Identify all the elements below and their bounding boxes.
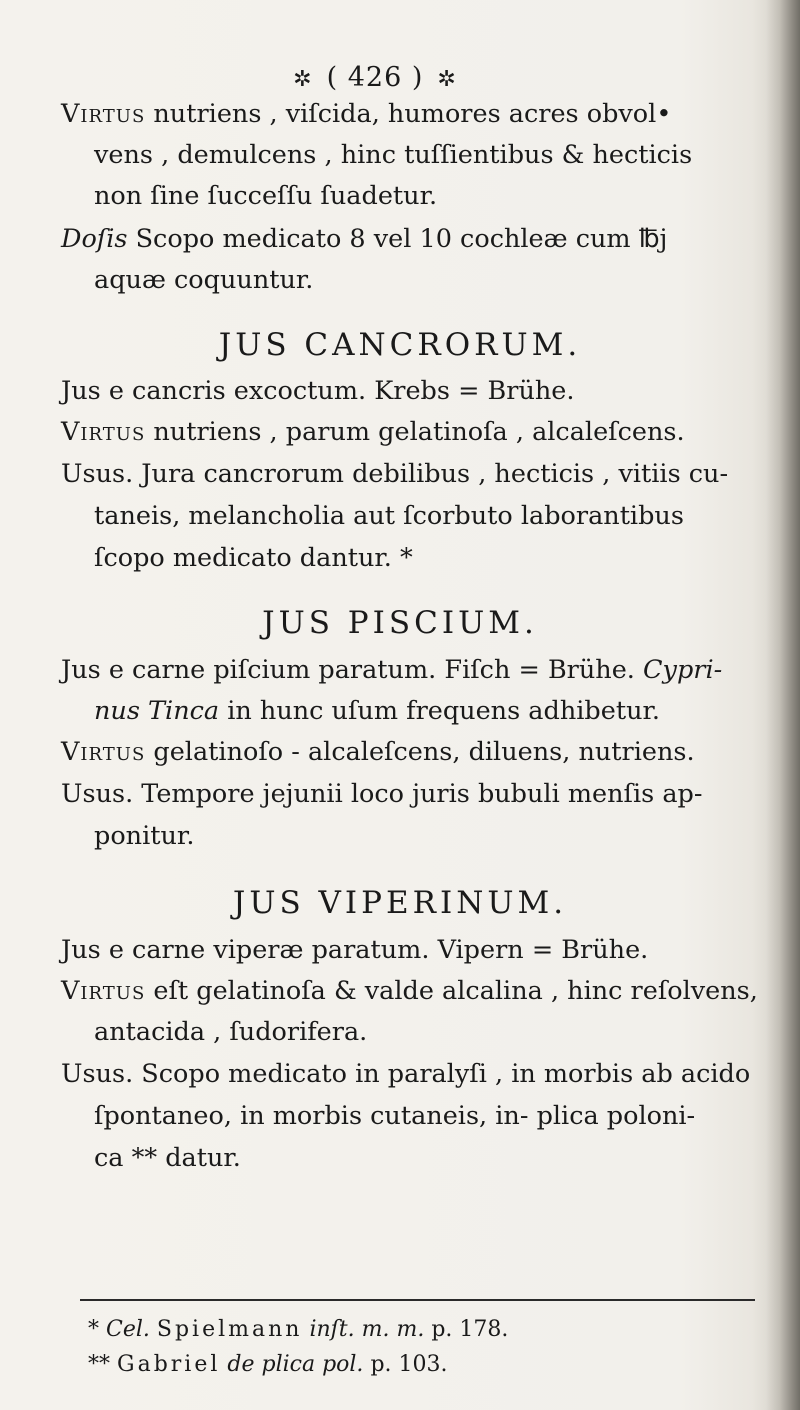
viperinum-virtus-line-1: Virtus eſt gelatinoſa & valde alcalina , hinc reſolvens, [61, 976, 758, 1006]
viperinum-virtus-line-2: antacida , ſudorifera. [94, 1017, 368, 1047]
ornament-left-icon: ✲ [293, 67, 313, 92]
intro-dosis-line-2: aquæ coquuntur. [94, 265, 314, 295]
cancrorum-jus-line: Jus e cancris excoctum. Krebs = Brühe. [61, 376, 575, 406]
page-header [0, 62, 750, 93]
cancrorum-usus-line-3: ſcopo medicato dantur. * [94, 543, 413, 573]
cancrorum-virtus-line: Virtus nutriens , parum gelatinoſa , alcaleſcens. [61, 417, 685, 447]
footnote-2: ** Gabriel de plica pol. p. 103. [88, 1352, 448, 1377]
viperinum-jus-line: Jus e carne viperæ paratum. Vipern = Brühe. [61, 935, 649, 965]
viperinum-usus-line-2: ſpontaneo, in morbis cutaneis, in- plica poloni- [94, 1101, 696, 1131]
piscium-virtus-line: Virtus gelatinoſo - alcaleſcens, diluens, nutriens. [61, 737, 695, 767]
ornament-right-icon: ✲ [437, 67, 457, 92]
section-heading-piscium: JUS PISCIUM. [262, 605, 538, 641]
cancrorum-usus-line-1: Usus. Jura cancrorum debilibus , hecticis , vitiis cu- [61, 459, 729, 489]
section-heading-viperinum: JUS VIPERINUM. [232, 885, 568, 921]
piscium-usus-line-2: ponitur. [94, 821, 195, 851]
dosis-label: Doſis [61, 224, 128, 254]
intro-virtus-line-1: Virtus nutriens , viſcida, humores acres obvol• [61, 99, 672, 129]
piscium-jus-line-1: Jus e carne piſcium paratum. Fiſch = Brühe. Cypri- [61, 655, 723, 685]
intro-virtus-line-2: vens , demulcens , hinc tuſſientibus & hecticis [94, 140, 693, 170]
piscium-usus-line-1: Usus. Tempore jejunii loco juris bubuli menſis ap- [61, 779, 703, 809]
intro-dosis-line-1: Doſis Scopo medicato 8 vel 10 cochleæ cum ℔j [61, 224, 668, 254]
page-edge-shadow [766, 0, 800, 1410]
section-heading-cancrorum: JUS CANCRORUM. [218, 327, 582, 363]
intro-virtus-line-3: non ſine ſucceſſu ſuadetur. [94, 181, 438, 211]
viperinum-usus-line-3: ca ** datur. [94, 1143, 241, 1173]
footnote-1: * Cel. Spielmann inſt. m. m. p. 178. [88, 1317, 509, 1342]
piscium-jus-line-2: nus Tinca in hunc uſum frequens adhibetur. [94, 696, 660, 726]
footnote-divider [80, 1299, 755, 1301]
viperinum-usus-line-1: Usus. Scopo medicato in paralyſi , in morbis ab acido [61, 1059, 751, 1089]
page-number: ( 426 ) [326, 62, 424, 93]
cancrorum-usus-line-2: taneis, melancholia aut ſcorbuto laborantibus [94, 501, 684, 531]
virtus-label: Virtus [61, 99, 146, 129]
